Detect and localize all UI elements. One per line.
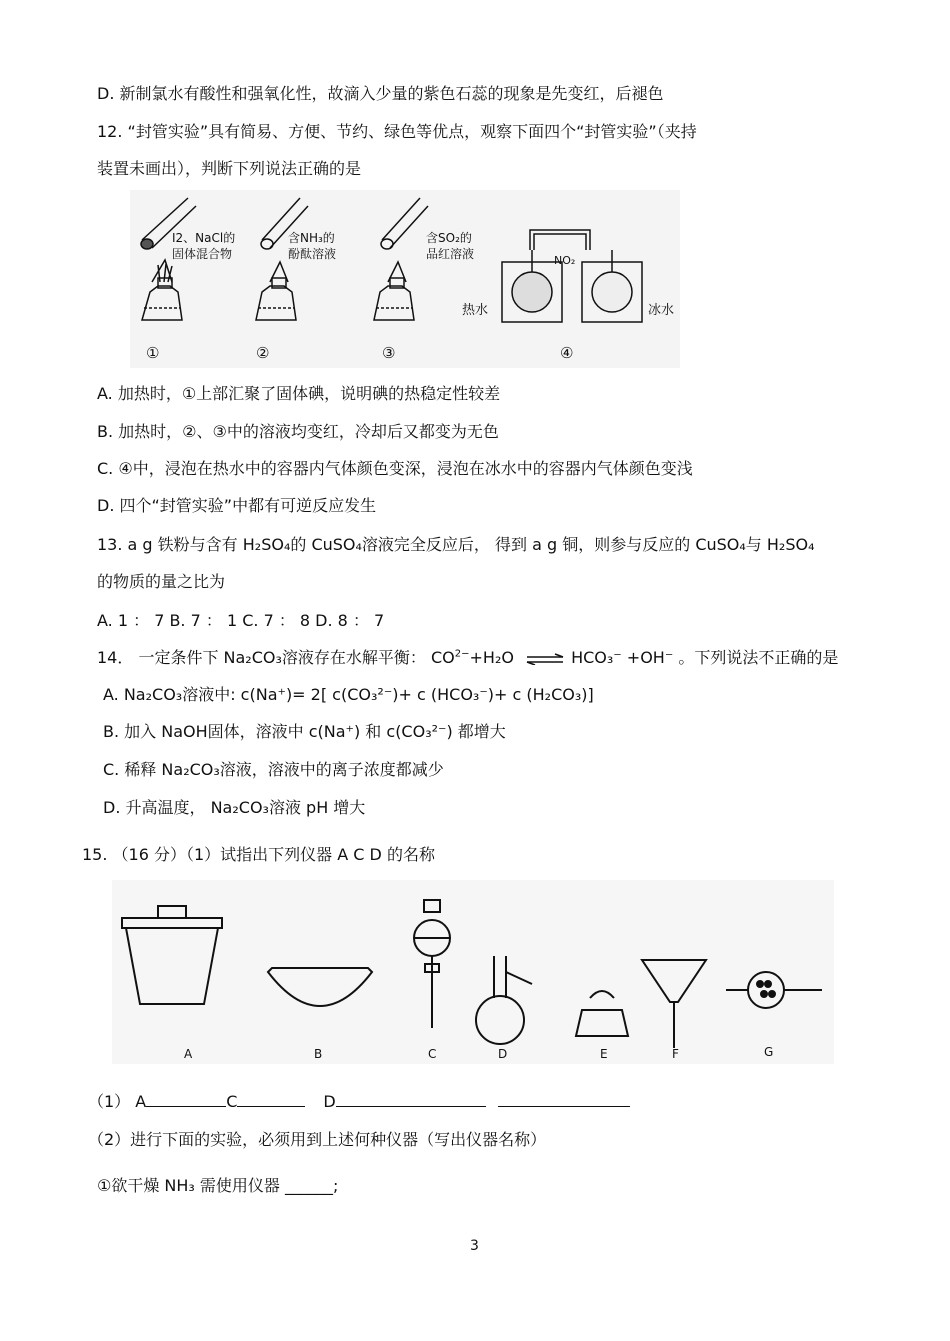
instrument-c-label: C [428,1047,437,1061]
answer-blank-d[interactable] [336,1090,486,1107]
instrument-f-label: F [672,1047,679,1061]
tube2-label-a: 含NH₃的 [288,231,335,245]
q14-stem: 14． 一定条件下 Na₂CO₃溶液存在水解平衡： $CO^{2-}+H_2O$ HCO₃⁻ +OH⁻ 。下列说法不正确的是 [97,648,839,667]
q13-stem-line1: 13. a g 铁粉与含有 H₂SO₄的 CuSO₄溶液完全反应后， 得到 a g 铜，则参与反应的 CuSO₄与 H₂SO₄ [97,535,815,554]
instruments-figure [112,880,834,1064]
q13-options: A. 1 ： 7 B. 7 ： 1 C. 7 ： 8 D. 8 ： 7 [97,611,385,630]
q14-option-b: B. 加入 NaOH固体，溶液中 c(Na⁺) 和 c(CO₃²⁻) 都增大 [103,722,506,741]
answer-blank-a[interactable] [146,1090,226,1107]
q12-stem-line1: 12. “封管实验”具有简易、方便、节约、绿色等优点，观察下面四个“封管实验”（夹持 [97,122,697,141]
tube1-label-b: 固体混合物 [172,247,233,261]
ice-water-label: 冰水 [648,303,675,318]
tube1-label-a: I2、NaCl的 [172,231,236,245]
q15-1-d-label: D [323,1092,336,1111]
q11-option-d: D. 新制氯水有酸性和强氧化性，故滴入少量的紫色石蕊的现象是先变红，后褪色 [97,84,664,103]
q14-stem-mid: +H₂O [469,648,514,667]
q15-1-answers [88,1090,630,1112]
page-number: 3 [470,1238,479,1254]
q12-stem-line2: 装置未画出），判断下列说法正确的是 [97,159,362,178]
tube2-label-b: 酚酞溶液 [288,247,337,261]
no2-label: NO₂ [554,254,576,267]
q15-1-c-label: C [226,1092,238,1111]
q14-option-a: A. Na₂CO₃溶液中: c(Na⁺)= 2[ c(CO₃²⁻)+ c (HCO₃⁻)+ c (H₂CO₃)] [103,685,594,704]
apparatus4-number: ④ [560,344,574,362]
answer-blank-c[interactable] [237,1090,305,1107]
instrument-e-label: E [600,1047,608,1061]
instrument-d-label: D [498,1047,508,1061]
q14-option-d: D. 升高温度， Na₂CO₃溶液 pH 增大 [103,798,366,817]
q13-stem-line2: 的物质的量之比为 [97,572,226,591]
instrument-b-label: B [314,1047,323,1061]
q12-option-c: C. ④中，浸泡在热水中的容器内气体颜色变深，浸泡在冰水中的容器内气体颜色变浅 [97,459,693,478]
q12-option-a: A. 加热时，①上部汇聚了固体碘，说明碘的热稳定性较差 [97,384,501,403]
instrument-g-label: G [764,1045,774,1059]
q14-stem-pre: 14． 一定条件下 Na₂CO₃溶液存在水解平衡： CO [97,648,455,667]
tube3-label-a: 含SO₂的 [426,231,472,245]
sealed-tube-figure [130,190,680,368]
instrument-a-label: A [184,1047,193,1061]
tube3-label-b: 品红溶液 [426,247,475,261]
tube3-number: ③ [382,344,396,362]
q15-stem: 15. （16 分）（1）试指出下列仪器 A C D 的名称 [82,845,435,864]
q12-option-b: B. 加热时，②、③中的溶液均变红，冷却后又都变为无色 [97,422,499,441]
q15-2-stem: （2）进行下面的实验，必须用到上述何种仪器（写出仪器名称） [88,1130,547,1149]
equilibrium-arrow-icon [525,653,565,665]
q15-1-label: （1） A [88,1092,147,1111]
answer-blank-extra[interactable] [498,1090,630,1107]
tube2-number: ② [256,344,270,362]
tube1-number: ① [146,344,160,362]
q15-2-a: ①欲干燥 NH₃ 需使用仪器 ______; [97,1176,339,1195]
q12-option-d: D. 四个“封管实验”中都有可逆反应发生 [97,496,377,515]
q14-stem-post: HCO₃⁻ +OH⁻ 。下列说法不正确的是 [571,648,839,667]
q14-option-c: C. 稀释 Na₂CO₃溶液，溶液中的离子浓度都减少 [103,760,444,779]
hot-water-label: 热水 [462,303,489,318]
